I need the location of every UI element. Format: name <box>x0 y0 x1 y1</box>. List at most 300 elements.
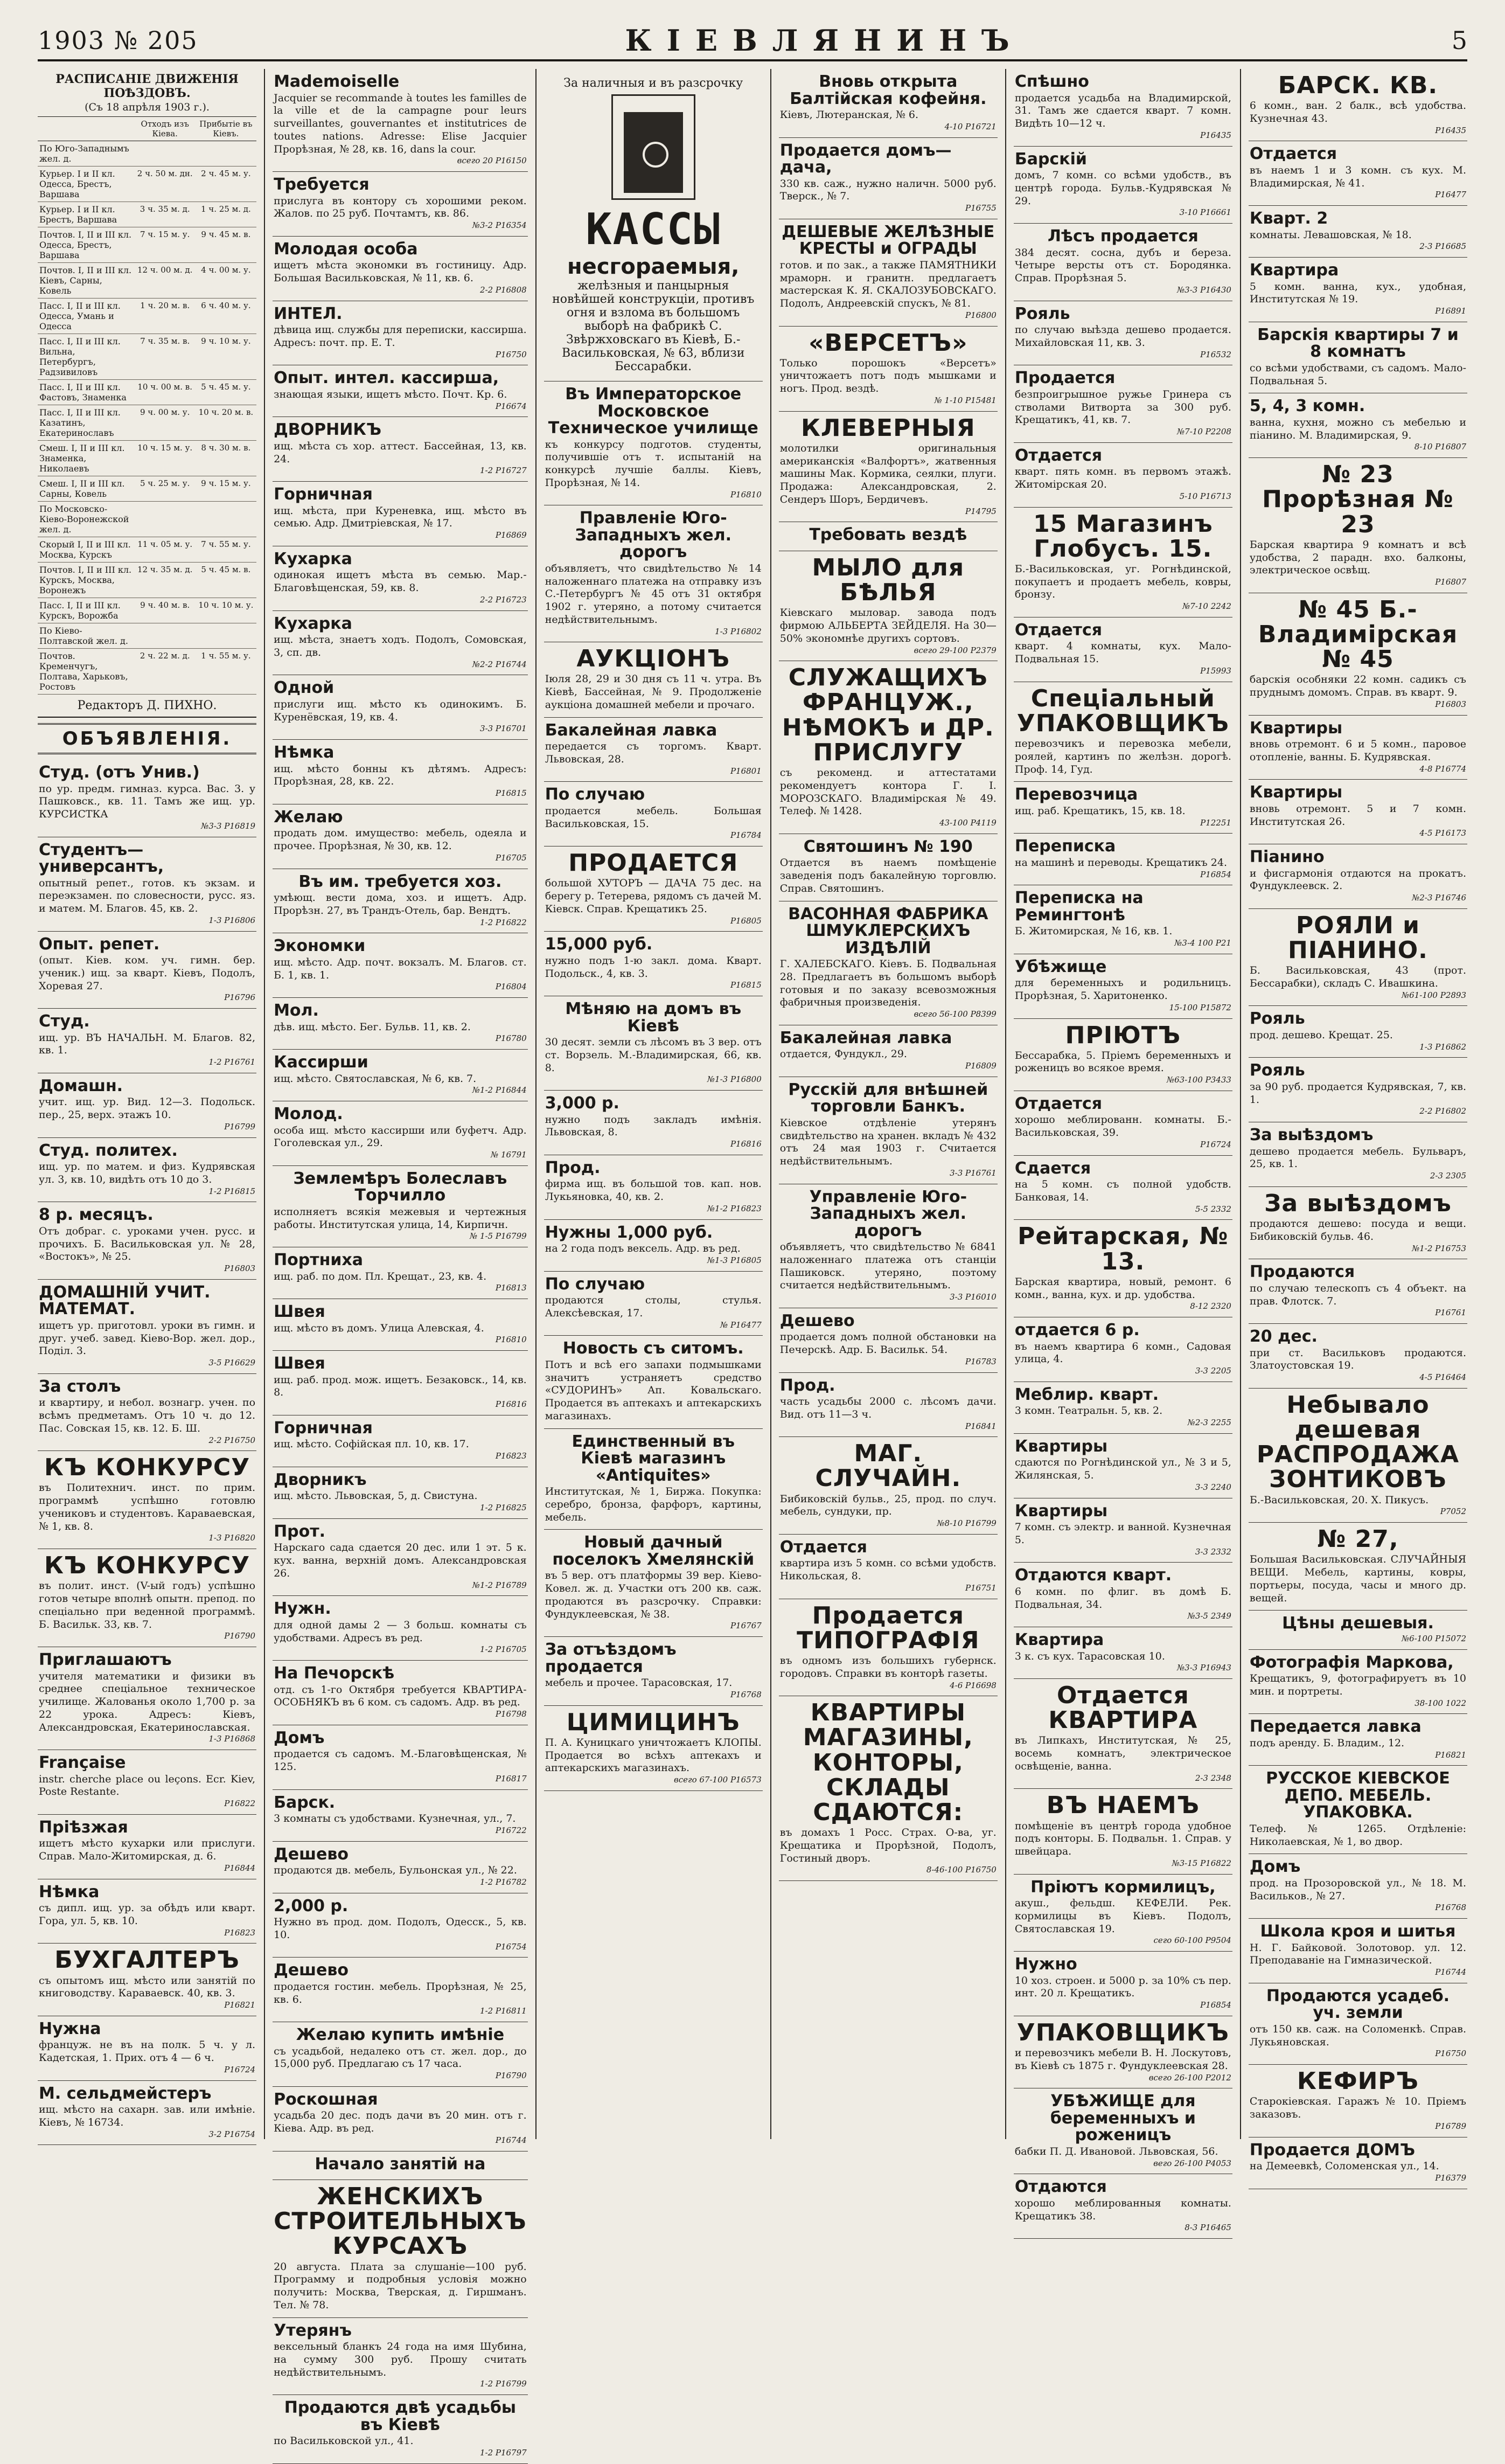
ad-text: 30 десят. земли съ лѣсомъ въ 3 вер. отъ ст. Ворзель. М.-Владимирская, 66, кв. 8. <box>545 1036 762 1074</box>
ad-reference: Р16750 <box>1435 2049 1466 2059</box>
ad-text: француж. не въ на полк. 5 ч. у л. Кадетская, 1. Прих. отъ 4 — 6 ч. <box>39 2039 256 2064</box>
ad-reference: №61-100 Р2893 <box>1401 990 1466 1000</box>
ad-reference: 2-3 2348 <box>1195 1773 1231 1783</box>
column-1 <box>38 69 264 2139</box>
ad-reference: Р16435 <box>1435 125 1466 135</box>
ad-reference: №2-3 Р16746 <box>1412 893 1466 903</box>
ad-heading: ИНТЕЛ. <box>274 304 343 323</box>
ad-heading: 15 Магазинъ Глобусъ. 15. <box>1033 510 1213 563</box>
classified-ad <box>38 760 256 837</box>
ad-text: продается домъ полной обстановки на Печерскѣ. Адр. Б. Васильк. 54. <box>779 1331 997 1356</box>
ad-heading: Молод. <box>274 1105 343 1123</box>
train-name: Пасс. I, II и III кл. Курскъ, Ворожба <box>38 598 135 623</box>
classified-ad <box>779 522 998 551</box>
ad-reference: 5-10 Р16713 <box>1179 491 1231 501</box>
ad-text: въ Липкахъ, Институтская, № 25, восемь комнатъ, электрическое освѣщеніе, ванна. <box>1014 1734 1231 1772</box>
ad-text: дешево продается мебель. Бульваръ, 25, кв. 1. <box>1249 1145 1466 1170</box>
ad-heading: За выѣздомъ <box>1264 1189 1452 1217</box>
ad-reference: №3-4 100 Р21 <box>1174 938 1231 948</box>
classified-ad <box>1014 2174 1232 2239</box>
classified-ad <box>1249 458 1467 593</box>
classified-ad <box>273 237 528 301</box>
classified-ad <box>273 2395 528 2464</box>
classified-ad <box>38 1549 256 1647</box>
ad-reference: Р16744 <box>1435 1967 1466 1977</box>
arrival-time: 4 ч. 00 м. у. <box>196 263 256 299</box>
ad-text: къ конкурсу подготов. студенты, получившіе отъ т. испытаній на конкурсѣ лучшіе баллы. Кіевъ, Прорѣзная, № 14. <box>545 438 762 489</box>
arrival-time <box>196 141 256 166</box>
ad-reference: 4-5 Р16464 <box>1419 1372 1466 1383</box>
ad-reference: Р15993 <box>1200 665 1231 676</box>
ad-reference: №3-3 Р16430 <box>1176 284 1231 295</box>
schedule-row <box>38 598 256 623</box>
ad-heading: № 45 Б.-Владимірская № 45 <box>1258 595 1458 674</box>
train-name: Пасс. I, II и III кл. Фастовъ, Знаменка <box>38 380 135 405</box>
ad-heading: Опыт. интел. кассирша, <box>274 369 499 388</box>
ad-heading: Продаются двѣ усадьбы въ Кіевѣ <box>284 2398 517 2434</box>
classified-ad <box>273 869 528 934</box>
safes-ad <box>544 69 763 381</box>
ad-text: особа ищ. мѣсто кассирши или буфетч. Адр. Гоголевская ул., 29. <box>274 1124 527 1149</box>
columns <box>38 69 1467 2458</box>
ad-reference: 1-3 Р16868 <box>208 1734 256 1744</box>
ad-text: прод. дешево. Крещат. 25. <box>1249 1029 1393 1041</box>
ad-heading: Mademoiselle <box>274 72 400 91</box>
classified-ad <box>1249 1523 1467 1611</box>
ad-reference: №63-100 Р3433 <box>1166 1075 1231 1085</box>
classified-ad <box>273 546 528 611</box>
column-5 <box>1005 69 1240 2233</box>
ad-reference: Р16768 <box>1435 1903 1466 1913</box>
ad-text: безпроигрышное ружье Гринера съ стволами Витворта за 300 руб. Крещатикъ, 41, кв. 7. <box>1014 388 1231 426</box>
classified-ad <box>1249 844 1467 909</box>
arrival-time: 8 ч. 30 м. в. <box>196 441 256 476</box>
ad-text: продается гостин. мебель. Прорѣзная, № 25, кв. 6. <box>274 1980 527 2005</box>
ad-reference: 1-2 Р16797 <box>479 2447 527 2458</box>
classified-ad <box>544 932 763 996</box>
classified-ad <box>1014 1563 1232 1627</box>
ad-text: хорошо меблированныя комнаты. Крещатикъ 38. <box>1014 2197 1231 2222</box>
ad-heading: Дешево <box>274 1844 349 1864</box>
classified-ad <box>544 1220 763 1272</box>
ad-reference: Р16532 <box>1200 349 1231 359</box>
arrival-time: 1 ч. 55 м. у. <box>196 649 256 695</box>
ad-heading: Студ. (отъ Унив.) <box>39 763 200 782</box>
ad-text: и квартиру, и небол. вознагр. учен. по всѣмъ предметамъ. Отъ 10 ч. до 12. Пас. Совская 15, кв. 12. Б. Ш. <box>39 1397 256 1434</box>
ad-text: Нарскаго сада сдается 20 дес. или 1 эт. 5 к. кух. ванна, верхній домъ. Александровская 26. <box>274 1542 527 1579</box>
ad-text: Jacquier se recommande à toutes les familles de la ville et de la campagne pour leurs surveillantes, gouvernantes et institutrices de toutes nations. Adresse: Elise Jacquier Прорѣзная, № 28, кв. 16, dans la cour. <box>274 92 527 155</box>
schedule-row <box>38 202 256 227</box>
ad-text: ванна, кухня, можно съ мебелью и піанино. М. Владимирская, 9. <box>1249 416 1466 441</box>
ad-reference: 2-3 Р16685 <box>1419 241 1466 252</box>
ad-reference: № 1-10 Р15481 <box>934 395 997 405</box>
ad-reference: Р16790 <box>224 1631 256 1641</box>
departure-time: 7 ч. 15 м. у. <box>135 227 196 263</box>
ad-heading: Кухарка <box>274 549 352 568</box>
classified-ad <box>1014 2088 1232 2174</box>
ad-reference: Р16815 <box>495 788 527 798</box>
safes-text: желѣзныя и панцырныя новѣйшей конструкціи, противъ огня и взлома въ большомъ выборѣ на фабрикѣ С. Звѣржховскаго въ Кіевѣ, Б.-Васильковская, № 63, вблизи Бессарабки. <box>552 279 755 373</box>
ad-heading: Квартира <box>1249 261 1339 280</box>
safes-subtitle: несгораемыя, <box>567 254 740 279</box>
ad-heading: Продается домъ—дача, <box>779 141 952 177</box>
departure-time: 5 ч. 25 м. у. <box>135 476 196 502</box>
ad-heading: Барск. <box>274 1793 336 1812</box>
ad-text: въ наемъ квартира 6 комн., Садовая улица, 4. <box>1014 1340 1231 1365</box>
ad-text: ищетъ мѣста экономки въ гостиницу. Адр. Большая Васильковская, № 11, кв. 6. <box>274 259 527 284</box>
arrival-time: 2 ч. 45 м. у. <box>196 166 256 202</box>
classified-ad <box>273 1519 528 1597</box>
schedule-row <box>38 141 256 166</box>
ad-heading: Квартира <box>1014 1630 1104 1650</box>
classified-ad <box>1249 1854 1467 1919</box>
ad-text: перевозчикъ и перевозка мебели, роялей, картинъ по желѣзн. дорогѣ. Проф. 14, Гуд. <box>1014 738 1231 775</box>
departure-time: 7 ч. 35 м. в. <box>135 334 196 380</box>
arrival-time <box>196 502 256 537</box>
schedule-row <box>38 623 256 649</box>
ad-text: въ 5 вер. отъ платформы 39 вер. Кіево-Ковел. ж. д. Участки отъ 200 кв. саж. продаются въ разсрочку. Справки: Фундуклеевская, № 38. <box>545 1570 762 1620</box>
ad-text: Б.-Васильковская, уг. Рогнѣдинской, покупаетъ и продаетъ мебель, ковры, бронзу. <box>1014 563 1231 601</box>
classified-ad <box>273 1050 528 1101</box>
classified-ad <box>1249 393 1467 458</box>
ad-text: Телеф. № 1265. Отдѣленіе: Николаевская, № 1, во двор. <box>1249 1822 1466 1848</box>
train-name: Курьер. I и II кл. Брестъ, Варшава <box>38 202 135 227</box>
ad-heading: 20 дес. <box>1249 1327 1318 1346</box>
classified-ad <box>273 2151 528 2181</box>
ad-text: со всѣми удобствами, съ садомъ. Мало-Подвальная 5. <box>1249 362 1466 387</box>
ad-reference: №2-3 2255 <box>1187 1418 1231 1428</box>
classified-ad <box>273 1166 528 1247</box>
ad-reference: Р16821 <box>1435 1750 1466 1760</box>
ad-reference: 8-3 Р16465 <box>1185 2223 1231 2233</box>
ad-text: часть усадьбы 2000 с. лѣсомъ дачи. Вид. отъ 11—3 ч. <box>779 1396 997 1420</box>
ad-text: 3 к. съ кух. Тарасовская 10. <box>1014 1650 1165 1662</box>
ad-heading: На Печорскѣ <box>274 1664 395 1683</box>
ad-reference: №3-2 Р16354 <box>472 220 527 230</box>
classified-ad <box>273 2087 528 2151</box>
ad-heading: СЛУЖАЩИХЪ ФРАНЦУЖ., НѢМОКЪ и ДР. ПРИСЛУГУ <box>782 664 994 766</box>
classified-ad <box>1249 1259 1467 1324</box>
ad-heading: ЖЕНСКИХЪ СТРОИТЕЛЬНЫХЪ КУРСАХЪ <box>274 2183 527 2260</box>
ad-reference: Р16816 <box>730 1139 762 1149</box>
ad-reference: 1-2 Р16761 <box>208 1057 256 1067</box>
ad-reference: 1-2 Р16782 <box>479 1877 527 1887</box>
ad-reference: №1-3 Р16800 <box>707 1074 762 1085</box>
ad-reference: №6-100 Р15072 <box>1401 1633 1466 1643</box>
classified-ad <box>779 1535 998 1599</box>
safes-tagline: За наличныя и въ разсрочку <box>563 77 743 90</box>
ad-heading: 2,000 р. <box>274 1896 349 1915</box>
classified-ad <box>544 505 763 642</box>
ad-heading: Нужны 1,000 руб. <box>545 1223 713 1242</box>
ad-heading: Пріѣзжая <box>39 1817 128 1837</box>
classified-ad <box>1249 1919 1467 1983</box>
classified-ad <box>1014 617 1232 682</box>
classified-ad <box>38 1815 256 1879</box>
ad-heading: ДВОРНИКЪ <box>274 420 382 440</box>
ad-heading: Прод. <box>545 1158 601 1177</box>
ad-text: ищ. мѣсто въ домъ. Улица Алевская, 4. <box>274 1322 484 1334</box>
ad-heading: ДОМАШНІЙ УЧИТ. МАТЕМАТ. <box>39 1282 211 1319</box>
ad-reference: Р16724 <box>1200 1139 1231 1149</box>
ad-text: въ домахъ 1 Росс. Страх. О-ва, уг. Крещатика и Прорѣзной, Подолъ, Гостиный дворъ. <box>779 1827 997 1864</box>
ad-heading: Барскія квартиры 7 и 8 комнатъ <box>1257 325 1459 362</box>
ad-heading: По случаю <box>545 1274 645 1294</box>
ad-reference: Р16789 <box>1435 2121 1466 2131</box>
ads-column-3 <box>544 381 763 1791</box>
schedule-subtitle: (Съ 18 апрѣля 1903 г.). <box>38 101 256 117</box>
ad-text: Б.-Васильковская, 20. Х. Пикусъ. <box>1249 1494 1429 1506</box>
ad-text: мебель и прочее. Тарасовская, 17. <box>545 1677 733 1689</box>
schedule-row <box>38 405 256 441</box>
ad-reference: Р16751 <box>965 1582 997 1593</box>
ad-reference: 1-2 Р16825 <box>479 1503 527 1512</box>
ad-heading: МАГ. СЛУЧАЙН. <box>815 1440 961 1493</box>
ad-text: дѣвица ищ. службы для переписки, кассирша. Адресъ: почт. пр. Е. Т. <box>274 324 527 349</box>
ad-text: П. А. Куницкаго уничтожаетъ КЛОПЫ. Продается во всѣхъ аптекахъ и аптекарскихъ магазинахъ. <box>545 1736 762 1774</box>
train-name: Почтов. I, II и III кл. Кіевъ, Сарны, Ковель <box>38 263 135 299</box>
ad-heading: Фотографія Маркова, <box>1249 1653 1454 1672</box>
train-name: Почтов. I, II и III кл. Курскъ, Москва, Воронежъ <box>38 563 135 598</box>
ad-reference: Р16804 <box>495 982 527 992</box>
schedule-row <box>38 502 256 537</box>
train-name: По Юго-Западнымъ жел. д. <box>38 141 135 166</box>
ad-reference: 38-100 1022 <box>1415 1698 1466 1708</box>
ad-reference: 4-5 Р16173 <box>1419 828 1466 838</box>
ad-text: отдается, Фундукл., 29. <box>779 1048 907 1060</box>
ad-heading: ПРІЮТЪ <box>1065 1021 1181 1049</box>
ad-heading: УПАКОВЩИКЪ <box>1016 2018 1229 2046</box>
ad-text: въ полит. инст. (V-ый годъ) успѣшно готов четыре вполнѣ опытн. препод. по спеціально при веденной программѣ. Б. Васильк. 33, кв. 7. <box>39 1580 256 1630</box>
classified-ad <box>273 1958 528 2022</box>
ad-text: нужно подъ 1-ю закл. дома. Кварт. Подольск., 4, кв. 3. <box>545 954 762 980</box>
ad-reference: всего 67-100 Р16573 <box>674 1775 762 1785</box>
ad-heading: Квартиры <box>1014 1436 1108 1456</box>
ad-reference: Р16822 <box>224 1799 256 1809</box>
classified-ad <box>1014 365 1232 443</box>
ad-reference: 1-2 Р16799 <box>479 2379 527 2389</box>
ad-text: ищ. ур. по матем. и физ. Кудрявская ул. 3, кв. 10, видѣть отъ 10 до 3. <box>39 1161 256 1185</box>
arrival-time: 10 ч. 10 м. у. <box>196 598 256 623</box>
ad-text: подъ аренду. Б. Владим., 12. <box>1249 1737 1405 1749</box>
ad-reference: Р16754 <box>495 1941 527 1952</box>
schedule-row <box>38 166 256 202</box>
ad-heading: Дворникъ <box>274 1470 367 1489</box>
classified-ad <box>1249 322 1467 394</box>
classified-ad <box>38 1879 256 1944</box>
ad-reference: Р14795 <box>965 506 997 516</box>
ad-reference: №3-15 Р16822 <box>1172 1858 1231 1868</box>
arrival-time: 5 ч. 45 м. в. <box>196 563 256 598</box>
ad-reference: Р16722 <box>495 1825 527 1835</box>
classified-ad <box>1014 1627 1232 1679</box>
classified-ad <box>544 996 763 1091</box>
arrival-time <box>196 623 256 649</box>
train-name: Почтов. Кременчугъ, Полтава, Харьковъ, Ростовъ <box>38 649 135 695</box>
classified-ad <box>1249 1983 1467 2065</box>
ad-text: продается усадьба на Владимирской, 31. Тамъ же сдается кварт. 7 комн. Видѣть 10—12 ч. <box>1014 92 1231 129</box>
ad-text: вновь отремонт. 6 и 5 комн., паровое отопленіе, ванны. Б. Кудрявская. <box>1249 738 1466 763</box>
classified-ad <box>273 2022 528 2087</box>
ad-reference: 3-3 2240 <box>1195 1482 1231 1492</box>
ad-reference: Р16810 <box>495 1335 527 1345</box>
ad-heading: Студентъ—универсантъ, <box>39 840 164 876</box>
ad-reference: №1-2 Р16844 <box>472 1085 527 1095</box>
ad-reference: №1-3 Р16805 <box>707 1255 762 1265</box>
classified-ad <box>273 172 528 237</box>
ads-column-1 <box>38 760 256 2145</box>
departure-time: 9 ч. 00 м. у. <box>135 405 196 441</box>
classified-ad <box>273 417 528 482</box>
ad-heading: РУССКОЕ КІЕВСКОЕ ДЕПО. МЕБЕЛЬ. УПАКОВКА. <box>1266 1769 1450 1822</box>
train-name: Скорый I, II и III кл. Москва, Курскъ <box>38 537 135 563</box>
ad-heading: УБѢЖИЩЕ для беременныхъ и роженицъ <box>1050 2092 1196 2145</box>
ad-reference: №3-5 2349 <box>1187 1611 1231 1621</box>
ad-heading: Опыт. репет. <box>39 934 160 954</box>
classified-ad <box>779 551 998 661</box>
ad-heading: Нужно <box>1014 1955 1077 1974</box>
ad-heading: Квартиры <box>1014 1501 1108 1521</box>
classified-ad <box>1249 2137 1467 2189</box>
safe-icon <box>611 94 695 200</box>
ad-text: Отъ добраг. с. уроками учен. русс. и прочихъ. Б. Васильковская ул. № 28, «Востокъ», № 25. <box>39 1225 256 1263</box>
ad-reference: 4-10 Р16721 <box>944 121 997 131</box>
ad-text: въ Политехнич. инст. по прим. программѣ успѣшно готовлю учениковъ и студентовъ. Караваевская, № 1, кв. 8. <box>39 1482 256 1532</box>
classified-ad <box>779 412 998 523</box>
ad-heading: Продаются <box>1249 1262 1355 1282</box>
ad-text: кварт. 4 комнаты, кух. Мало-Подвальная 15. <box>1014 640 1231 665</box>
schedule-row <box>38 563 256 598</box>
ad-heading: Кухарка <box>274 614 352 633</box>
ad-text: instr. cherche place ou leçons. Ecr. Kiev, Poste Restante. <box>39 1773 256 1798</box>
classified-ad <box>38 1009 256 1073</box>
ad-reference: Р16755 <box>965 203 997 213</box>
departure-time: 9 ч. 40 м. в. <box>135 598 196 623</box>
ad-reference: 3-3 Р16761 <box>950 1168 997 1178</box>
classified-ad <box>1249 258 1467 322</box>
ad-reference: всего 56-100 Р8399 <box>914 1009 997 1019</box>
ad-text: ищ. мѣста съ хор. аттест. Бассейная, 13, кв. 24. <box>274 440 527 465</box>
classified-ad <box>1249 1650 1467 1715</box>
ad-text: Нужно въ прод. дом. Подолъ, Одесск., 5, кв. 10. <box>274 1916 527 1941</box>
classified-ad <box>273 740 528 804</box>
ad-text: Іюля 28, 29 и 30 дня съ 11 ч. утра. Въ Кіевѣ, Бассейная, № 9. Продолженіе аукціона домашней мебели и прочаго. <box>545 673 762 711</box>
ad-reference: Р16841 <box>965 1421 997 1431</box>
ad-reference: 3-3 Р16701 <box>479 724 527 734</box>
ad-heading: Квартиры <box>1249 718 1343 738</box>
ad-text: домъ, 7 комн. со всѣми удобств., въ центрѣ города. Бульв.-Кудрявская № 29. <box>1014 169 1231 207</box>
ad-reference: Р16869 <box>495 530 527 540</box>
ad-text: ищ. мѣсто. Софійская пл. 10, кв. 17. <box>274 1438 469 1450</box>
ad-reference: 1-2 Р16705 <box>479 1644 527 1655</box>
ad-heading: Перевозчица <box>1014 785 1138 804</box>
schedule-row <box>38 334 256 380</box>
classified-ad <box>1014 1434 1232 1498</box>
ad-reference: Р16823 <box>224 1927 256 1938</box>
ad-heading: Правленіе Юго-Западныхъ жел. дорогъ <box>575 509 731 562</box>
ad-reference: 15-100 Р15872 <box>1169 1002 1231 1012</box>
schedule-title: РАСПИСАНІЕ ДВИЖЕНІЯ ПОѢЗДОВЪ. <box>55 72 239 100</box>
ad-text: квартира изъ 5 комн. со всѣми удобств. Никольская, 8. <box>779 1557 997 1582</box>
schedule-header: Прибытіе въ Кіевъ. <box>196 117 256 141</box>
ad-reference: всего 26-100 Р2012 <box>1148 2072 1231 2083</box>
ad-reference: всего 20 Р16150 <box>457 156 527 166</box>
issue-number: 1903 № 205 <box>38 26 198 55</box>
train-name: Курьер. I и II кл. Одесса, Брестъ, Варшава <box>38 166 135 202</box>
ad-text: по ур. предм. гимназ. курса. Вас. 3. у Пашковск., кв. 11. Тамъ же ищ. ур. КУРСИСТКА <box>39 782 256 820</box>
ad-heading: № 23 Прорѣзная № 23 <box>1262 461 1454 538</box>
ad-text: усадьба 20 дес. подъ дачи въ 20 мин. отъ г. Кіева. Адр. въ ред. <box>274 2109 527 2134</box>
ad-text: ищ. мѣсто бонны къ дѣтямъ. Адресъ: Прорѣзная, 28, кв. 22. <box>274 762 527 788</box>
ads-column-5 <box>1014 69 1232 2239</box>
classified-ad <box>273 365 528 417</box>
classified-ad <box>779 1308 998 1373</box>
ad-heading: Дешево <box>274 1961 349 1980</box>
classified-ad <box>779 661 998 834</box>
ad-reference: 3-3 2205 <box>1195 1366 1231 1376</box>
classified-ad <box>1014 224 1232 301</box>
classified-ad <box>544 846 763 932</box>
ad-heading: Портниха <box>274 1251 364 1269</box>
classified-ad <box>544 1272 763 1336</box>
classified-ad <box>273 1790 528 1842</box>
column-4 <box>770 69 1005 2139</box>
classified-ad <box>38 837 256 932</box>
train-name: По Кіево-Полтавской жел. д. <box>38 623 135 649</box>
ad-text: прислуга въ контору съ хорошими реком. Жалов. по 25 руб. Почтамтъ, кв. 86. <box>274 195 527 220</box>
ad-reference: 4-6 Р16698 <box>950 1680 997 1690</box>
ad-reference: №1-2 Р16753 <box>1412 1243 1466 1253</box>
ad-reference: 2-3 2305 <box>1430 1171 1466 1181</box>
ad-reference: 1-3 Р16806 <box>208 915 256 925</box>
ad-reference: 2-2 Р16723 <box>479 594 527 605</box>
ad-text: опытный репет., готов. къ экзам. и переэкзамен. по словесности, русс. яз. и матем. М. Благов. 45, кв. 2. <box>39 877 256 914</box>
ad-heading: Française <box>39 1753 126 1773</box>
ad-heading: Нужна <box>39 2019 101 2038</box>
ad-heading: Единственный въ Кіевѣ магазинъ «Antiquites» <box>572 1432 735 1485</box>
classified-ad <box>779 1025 998 1077</box>
ad-reference: Р16477 <box>1435 190 1466 200</box>
classified-ad <box>779 1696 998 1881</box>
ad-reference: 1-3 Р16820 <box>208 1533 256 1543</box>
classified-ad <box>38 1280 256 1374</box>
classified-ad <box>1014 1875 1232 1952</box>
ad-text: 384 десят. сосна, дубъ и береза. Четыре версты отъ ст. Бородянка. Справ. Прорѣзная 5. <box>1014 246 1231 284</box>
classified-ad <box>1014 1156 1232 1220</box>
train-schedule <box>38 117 256 695</box>
classified-ad <box>1249 1766 1467 1854</box>
ad-reference: Р16780 <box>495 1033 527 1044</box>
classified-ad <box>38 1750 256 1815</box>
classified-ad <box>38 1202 256 1280</box>
ad-heading: Квартиры <box>1249 783 1343 802</box>
ad-reference: 2-2 Р16802 <box>1419 1106 1466 1116</box>
classified-ad <box>544 1706 763 1791</box>
classified-ad <box>273 1725 528 1790</box>
classified-ad <box>1014 1679 1232 1789</box>
train-name: Смеш. I, II и III кл. Сарны, Ковель <box>38 476 135 502</box>
ad-reference: №1-2 Р16823 <box>707 1203 762 1213</box>
ad-text: продается мебель. Большая Васильковская, 15. <box>545 804 762 830</box>
ad-heading: Барскій <box>1014 149 1087 169</box>
classified-ad <box>273 2180 528 2318</box>
ad-text: 3 комн. Театральн. 5, кв. 2. <box>1014 1405 1163 1417</box>
ad-text: ищ. раб. по дом. Пл. Крещат., 23, кв. 4. <box>274 1270 487 1282</box>
ad-heading: Продается ДОМЪ <box>1249 2140 1416 2160</box>
ad-heading: 5, 4, 3 комн. <box>1249 397 1365 416</box>
ad-reference: Р16844 <box>224 1863 256 1873</box>
classified-ad <box>273 1247 528 1299</box>
